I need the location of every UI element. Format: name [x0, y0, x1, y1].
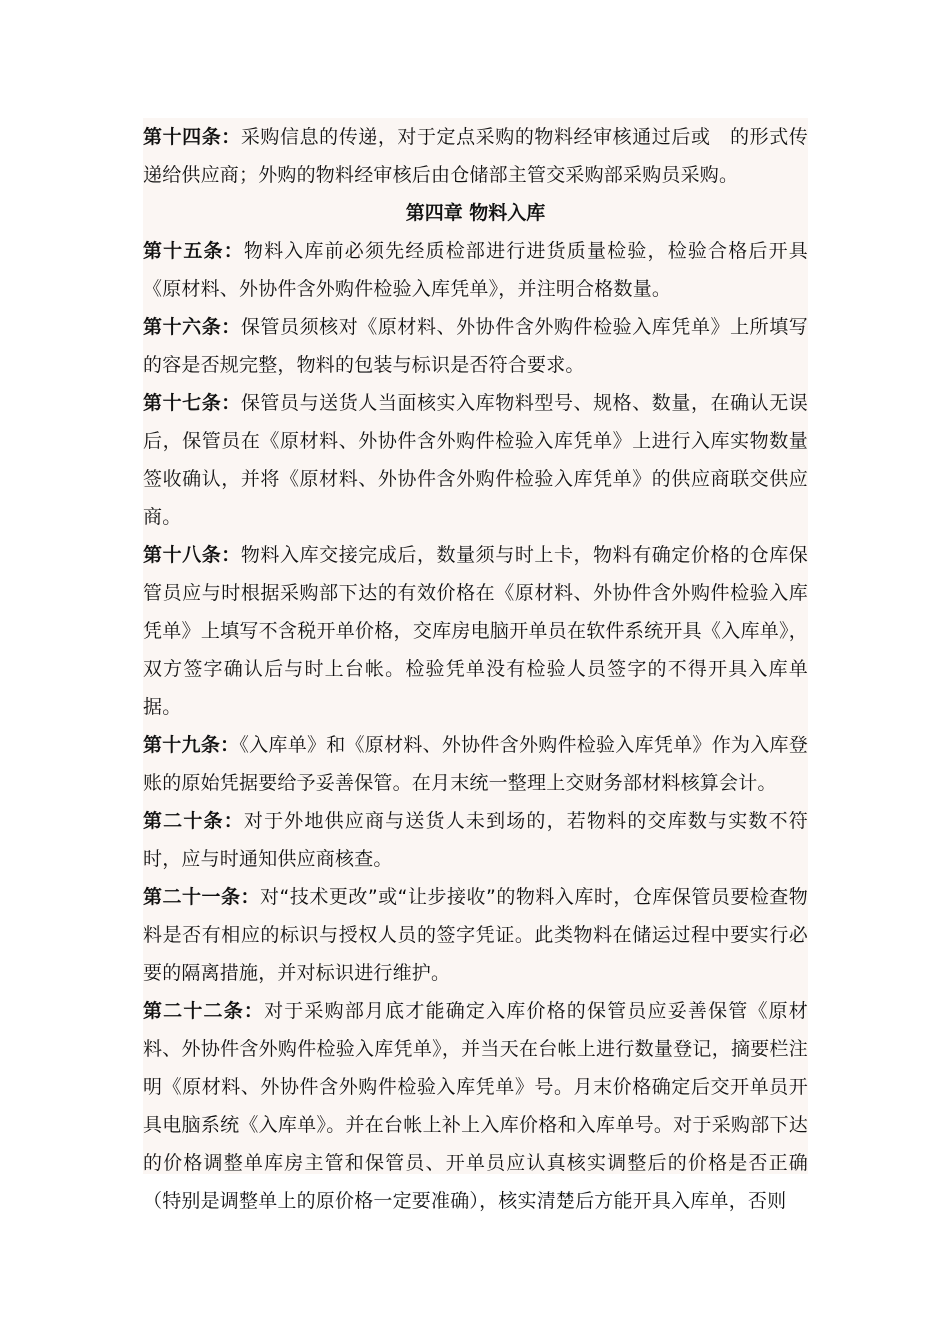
article-label: 第十六条：: [143, 316, 241, 338]
article-text: 保管员须核对《原材料、外协件含外购件检验入库凭单》上所填写的容是否规完整，物料的包装与标识是否符合要求。: [143, 316, 808, 376]
article-20: [143, 802, 808, 878]
article-18: [143, 536, 808, 726]
article-text: 物料入库交接完成后，数量须与时上卡，物料有确定价格的仓库保管员应与时根据采购部下达的有效价格在《原材料、外协件含外购件检验入库凭单》上填写不含税开单价格，交库房电脑开单员在软件系统开具《入库单》，双方签字确认后与时上台帐。检验凭单没有检验人员签字的不得开具入库单据。: [143, 544, 808, 718]
article-label: 第二十条：: [143, 810, 244, 832]
chapter-title: 第四章 物料入库: [405, 202, 546, 224]
article-text: 对“技术更改”或“让步接收”的物料入库时，仓库保管员要检查物料是否有相应的标识与授权人员的签字凭证。此类物料在储运过程中要实行必要的隔离措施，并对标识进行维护。: [143, 886, 809, 984]
article-label: 第二十一条：: [143, 886, 260, 908]
article-text: 对于采购部月底才能确定入库价格的保管员应妥善保管《原材料、外协件含外购件检验入库凭单》，并当天在台帐上进行数量登记，摘要栏注明《原材料、外协件含外购件检验入库凭单》号。月末价格确定后交开单员开具电脑系统《入库单》。并在台帐上补上入库价格和入库单号。对于采购部下达的价格调整单库房主管和保管员、开单员应认真核实调整后的价格是否正确（特别是调整单上的原价格一定要准确），核实清楚后方能开具入库单，否则: [143, 1000, 809, 1212]
article-15: [143, 232, 808, 308]
article-16: [143, 308, 808, 384]
article-22: [143, 992, 808, 1220]
article-21: [143, 878, 808, 992]
document-page: [143, 118, 809, 1212]
article-label: 第十七条：: [143, 392, 241, 414]
article-label: 第十九条：: [143, 734, 240, 756]
article-text: 保管员与送货人当面核实入库物料型号、规格、数量，在确认无误后，保管员在《原材料、外协件含外购件检验入库凭单》上进行入库实物数量签收确认，并将《原材料、外协件含外购件检验入库凭单》的供应商联交供应商。: [143, 392, 808, 528]
article-text: 《入库单》和《原材料、外协件含外购件检验入库凭单》作为入库登账的原始凭据要给予妥善保管。在月末统一整理上交财务部材料核算会计。: [143, 734, 808, 794]
article-text: 对于外地供应商与送货人未到场的，若物料的交库数与实数不符时，应与时通知供应商核查。: [143, 810, 808, 870]
article-text: 采购信息的传递，对于定点采购的物料经审核通过后或 的形式传递给供应商；外购的物料经审核后由仓储部主管交采购部采购员采购。: [143, 126, 808, 186]
article-17: [143, 384, 808, 536]
article-label: 第十五条：: [143, 240, 244, 262]
article-19: [143, 726, 808, 802]
article-text: 物料入库前必须先经质检部进行进货质量检验，检验合格后开具《原材料、外协件含外购件检验入库凭单》，并注明合格数量。: [143, 240, 808, 300]
article-14: [143, 118, 808, 194]
article-label: 第十八条：: [143, 544, 241, 566]
article-label: 第十四条：: [143, 126, 241, 148]
article-label: 第二十二条：: [143, 1000, 265, 1022]
